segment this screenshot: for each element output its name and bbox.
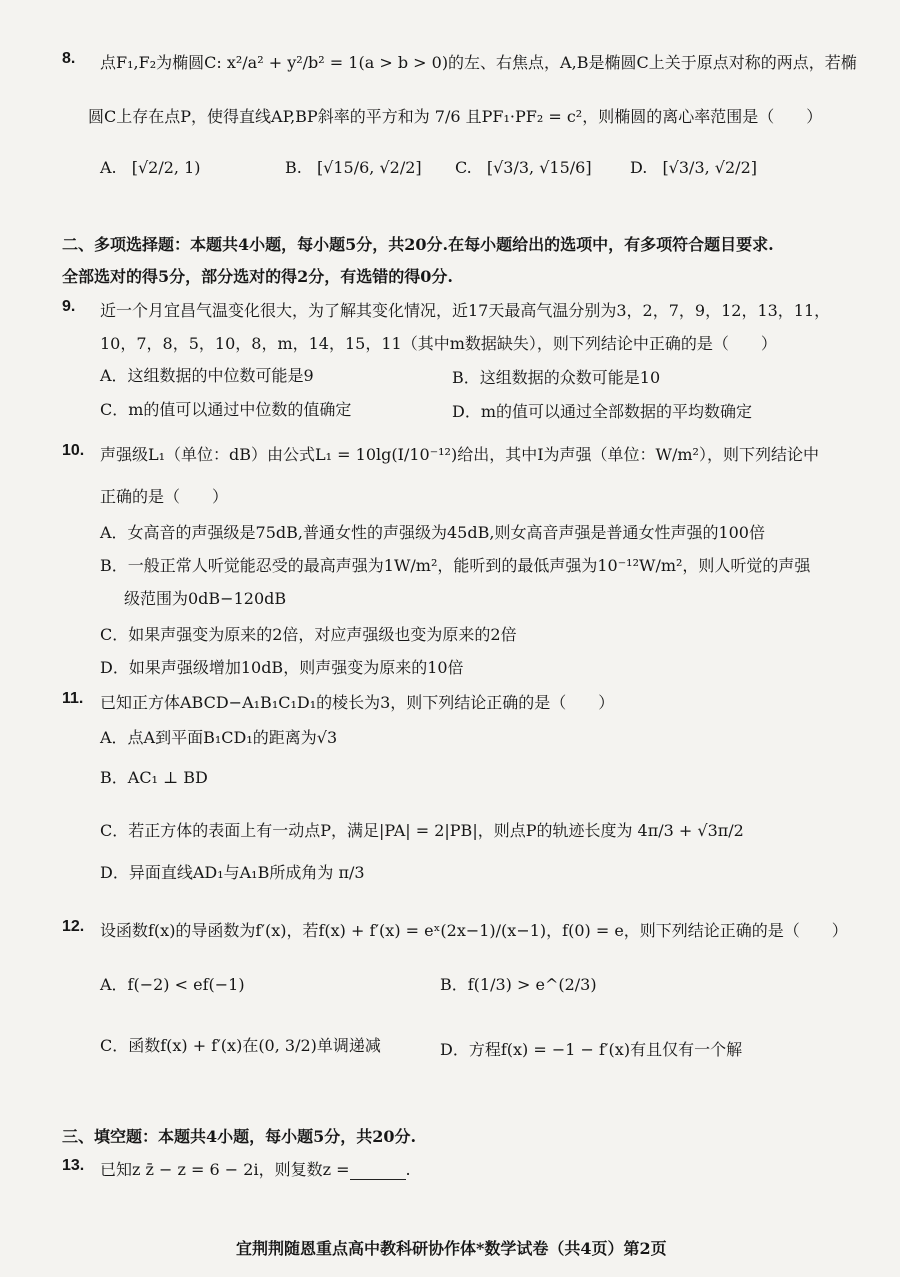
q10-line2: 正确的是（ ）: [100, 487, 229, 506]
q8-option-d: [630, 158, 757, 177]
q8-option-a-label: A.: [100, 158, 117, 177]
q13-line: [100, 1157, 411, 1180]
q8-option-c-label: C.: [455, 158, 472, 177]
q13-end: .: [405, 1160, 411, 1179]
q12-option-d: D．方程f(x) = −1 − f′(x)有且仅有一个解: [440, 1040, 743, 1059]
q8-line2: 圆C上存在点P，使得直线AP,BP斜率的平方和为 7/6 且PF₁·PF₂ = c²，则椭圆的离心率范围是（ ）: [88, 107, 823, 126]
q11-number: 11.: [62, 690, 84, 707]
q8-option-b-text: [√15/6, √2/2]: [316, 158, 422, 177]
q11-line1: 已知正方体ABCD−A₁B₁C₁D₁的棱长为3，则下列结论正确的是（ ）: [100, 693, 615, 712]
q11-option-d: D．异面直线AD₁与A₁B所成角为 π/3: [100, 863, 365, 882]
page-footer: 宜荆荆随恩重点高中教科研协作体*数学试卷（共4页）第2页: [236, 1239, 667, 1258]
q8-line1: 点F₁,F₂为椭圆C: x²/a² + y²/b² = 1(a > b > 0)的左、右焦点，A,B是椭圆C上关于原点对称的两点，若椭: [100, 53, 857, 72]
q13-number: 13.: [62, 1157, 85, 1174]
q9-option-a: A．这组数据的中位数可能是9: [100, 366, 314, 385]
q10-option-b-line2: 级范围为0dB−120dB: [124, 589, 287, 608]
q12-option-a: A．f(−2) < ef(−1): [100, 975, 245, 994]
q11-option-a: A．点A到平面B₁CD₁的距离为√3: [100, 728, 338, 747]
section2-title: 二、多项选择题：本题共4小题，每小题5分，共20分.在每小题给出的选项中，有多项符合题目要求.: [62, 235, 774, 254]
q13-text: 已知z z̄ − z = 6 − 2i，则复数z =: [100, 1160, 350, 1179]
q8-option-b-label: B.: [285, 158, 302, 177]
section2-line2: 全部选对的得5分，部分选对的得2分，有选错的得0分.: [62, 267, 453, 286]
q10-option-c: C．如果声强变为原来的2倍，对应声强级也变为原来的2倍: [100, 625, 517, 644]
q9-option-d: D．m的值可以通过全部数据的平均数确定: [452, 402, 753, 421]
q8-option-d-label: D.: [630, 158, 648, 177]
q9-number: 9.: [62, 298, 76, 315]
q8-option-d-text: [√3/3, √2/2]: [662, 158, 757, 177]
q9-line2: 10，7，8，5，10，8，m，14，15，11（其中m数据缺失），则下列结论中正确的是（ ）: [100, 334, 777, 353]
q13-answer-blank[interactable]: [350, 1179, 406, 1180]
q10-option-d: D．如果声强级增加10dB，则声强变为原来的10倍: [100, 658, 464, 677]
q11-option-c: C．若正方体的表面上有一动点P，满足|PA| = 2|PB|，则点P的轨迹长度为 4π/3 + √3π/2: [100, 821, 744, 840]
q12-option-b: B．f(1/3) > e^(2/3): [440, 975, 597, 994]
section3-title: 三、填空题：本题共4小题，每小题5分，共20分.: [62, 1127, 417, 1146]
q8-number: 8.: [62, 50, 76, 67]
q10-line1: 声强级L₁（单位：dB）由公式L₁ = 10lg(I/10⁻¹²)给出，其中I为声强（单位：W/m²），则下列结论中: [100, 445, 819, 464]
q12-option-c: C．函数f(x) + f′(x)在(0, 3/2)单调递减: [100, 1036, 381, 1055]
q10-option-a: A．女高音的声强级是75dB,普通女性的声强级为45dB,则女高音声强是普通女性声强的100倍: [100, 523, 765, 542]
q8-option-a: [100, 158, 201, 177]
q10-number: 10.: [62, 442, 85, 459]
q12-number: 12.: [62, 918, 85, 935]
q12-line1: 设函数f(x)的导函数为f′(x)，若f(x) + f′(x) = eˣ(2x−1)/(x−1)，f(0) = e，则下列结论正确的是（ ）: [100, 921, 848, 940]
q9-option-b: B．这组数据的众数可能是10: [452, 368, 661, 387]
q11-option-b: B．AC₁ ⊥ BD: [100, 768, 208, 787]
q9-option-c: C．m的值可以通过中位数的值确定: [100, 400, 352, 419]
q8-option-c: [455, 158, 592, 177]
q9-line1: 近一个月宜昌气温变化很大，为了解其变化情况，近17天最高气温分别为3，2，7，9，12，13，11，: [100, 301, 831, 320]
q10-option-b-line1: B．一般正常人听觉能忍受的最高声强为1W/m²，能听到的最低声强为10⁻¹²W/m²，则人听觉的声强: [100, 556, 811, 575]
q8-option-a-text: [√2/2, 1): [131, 158, 201, 177]
q8-option-b: [285, 158, 422, 177]
q8-option-c-text: [√3/3, √15/6]: [486, 158, 592, 177]
